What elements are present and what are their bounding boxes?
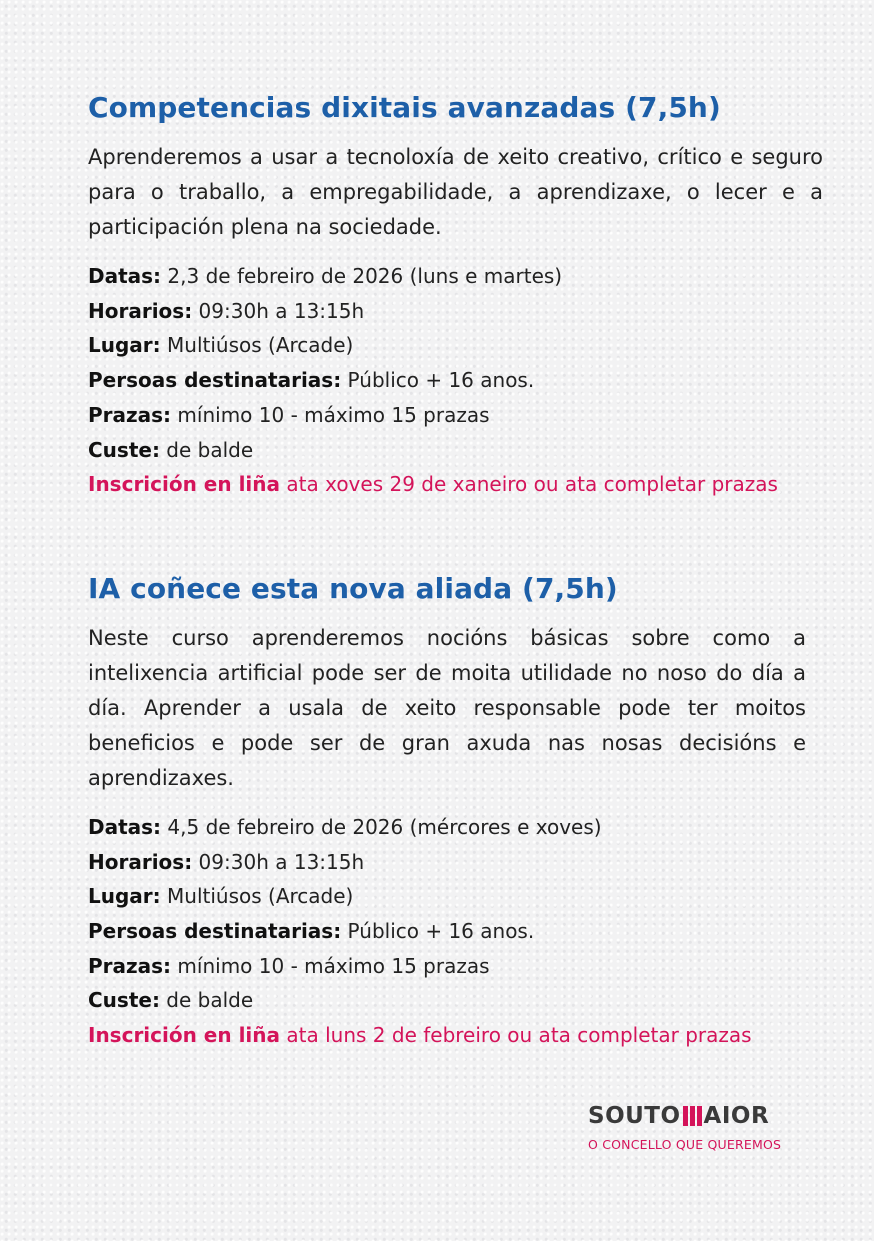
logo-wordmark bbox=[588, 1103, 798, 1129]
detail-audience: Persoas destinatarias: Público + 16 anos. bbox=[88, 919, 535, 944]
signup-line: Inscrición en liña ata luns 2 de febreiro ou ata completar prazas bbox=[88, 1023, 752, 1048]
soutomaior-logo bbox=[588, 1103, 798, 1152]
detail-place: Lugar: Multiúsos (Arcade) bbox=[88, 884, 354, 909]
detail-dates: Datas: 4,5 de febreiro de 2026 (mércores e xoves) bbox=[88, 814, 602, 839]
detail-cost: Custe: de balde bbox=[88, 437, 254, 462]
detail-places: Prazas: mínimo 10 - máximo 15 prazas bbox=[88, 402, 490, 427]
course-description: Aprenderemos a usar a tecnoloxía de xeito creativo, crítico e seguro para o traballo, a empregabilidade, a aprendizaxe, o lecer e a participación plena na sociedade. bbox=[88, 145, 823, 239]
logo-word-left: SOUTO bbox=[588, 1103, 681, 1129]
course-details bbox=[88, 259, 823, 502]
logo-word-right: AIOR bbox=[703, 1103, 770, 1129]
course-title: IA coñece esta nova aliada (7,5h) bbox=[88, 571, 618, 605]
course-digital-skills bbox=[88, 90, 823, 502]
detail-dates: Datas: 2,3 de febreiro de 2026 (luns e martes) bbox=[88, 264, 563, 288]
signup-line: Inscrición en liña ata xoves 29 de xaneiro ou ata completar prazas bbox=[88, 472, 778, 497]
detail-audience: Persoas destinatarias: Público + 16 anos. bbox=[88, 368, 535, 393]
signup-link[interactable]: Inscrición en liña bbox=[88, 472, 281, 497]
detail-cost: Custe: de balde bbox=[88, 988, 254, 1013]
course-ai bbox=[88, 571, 823, 1053]
course-details bbox=[88, 810, 823, 1053]
detail-schedule: Horarios: 09:30h a 13:15h bbox=[88, 849, 365, 874]
page-content bbox=[88, 90, 823, 1053]
detail-place: Lugar: Multiúsos (Arcade) bbox=[88, 333, 354, 358]
logo-bars-icon bbox=[683, 1104, 702, 1126]
signup-link[interactable]: Inscrición en liña bbox=[88, 1023, 281, 1048]
detail-schedule: Horarios: 09:30h a 13:15h bbox=[88, 298, 365, 323]
detail-places: Prazas: mínimo 10 - máximo 15 prazas bbox=[88, 953, 490, 978]
course-description: Neste curso aprenderemos nocións básicas sobre como a intelixencia artificial pode ser de moita utilidade no noso do día a día. Aprender a usala de xeito responsable pode ter moitos beneficios e pode ser de gran axuda nas nosas decisións e aprendizaxes. bbox=[88, 625, 806, 790]
logo-tagline: O CONCELLO QUE QUEREMOS bbox=[588, 1137, 782, 1152]
course-title: Competencias dixitais avanzadas (7,5h) bbox=[88, 91, 721, 124]
